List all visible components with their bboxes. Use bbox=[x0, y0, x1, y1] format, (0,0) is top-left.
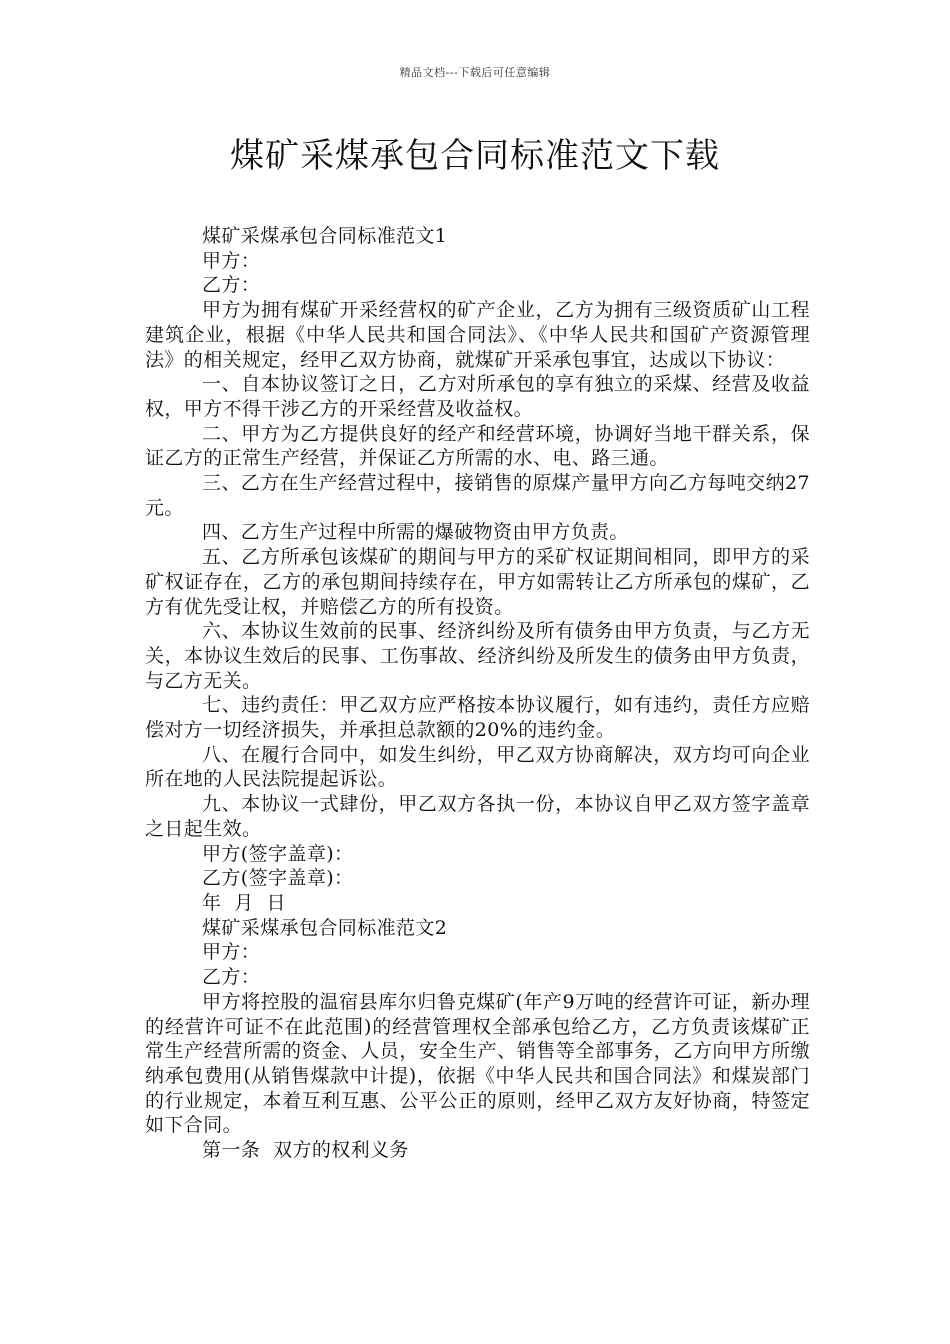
document-body bbox=[145, 224, 810, 1163]
clause-2: 二、甲方为乙方提供良好的经产和经营环境，协调好当地干群关系，保证乙方的正常生产经营，并保证乙方所需的水、电、路三通。 bbox=[145, 422, 810, 470]
clause-4: 四、乙方生产过程中所需的爆破物资由甲方负责。 bbox=[202, 521, 629, 544]
party-b-label-2: 乙方： bbox=[202, 966, 261, 989]
section-heading-1: 煤矿采煤承包合同标准范文1 bbox=[202, 225, 448, 247]
party-a-signature: 甲方(签字盖章)： bbox=[202, 842, 354, 865]
party-a-label-2: 甲方： bbox=[202, 941, 261, 964]
party-a-label: 甲方： bbox=[202, 249, 261, 272]
clause-3: 三、乙方在生产经营过程中，接销售的原煤产量甲方向乙方每吨交纳27元。 bbox=[145, 472, 810, 519]
date-line: 年 月 日 bbox=[202, 891, 286, 914]
party-b-label: 乙方： bbox=[202, 274, 261, 297]
intro-paragraph: 甲方为拥有煤矿开采经营权的矿产企业，乙方为拥有三级资质矿山工程建筑企业，根据《中华人民共和国合同法》、《中华人民共和国矿产资源管理法》的相关规定，经甲乙双方协商，就煤矿开采承包事宜，达成以下协议： bbox=[145, 299, 810, 371]
clause-6: 六、本协议生效前的民事、经济纠纷及所有债务由甲方负责，与乙方无关，本协议生效后的民事、工伤事故、经济纠纷及所发生的债务由甲方负责，与乙方无关。 bbox=[145, 620, 810, 692]
header-note: 精品文档---下载后可任意编辑 bbox=[399, 66, 551, 79]
party-b-signature: 乙方(签字盖章)： bbox=[202, 867, 354, 890]
clause-7: 七、违约责任：甲乙双方应严格按本协议履行，如有违约，责任方应赔偿对方一切经济损失，并承担总款额的20%的违约金。 bbox=[145, 694, 810, 742]
clause-5: 五、乙方所承包该煤矿的期间与甲方的采矿权证期间相同，即甲方的采矿权证存在，乙方的承包期间持续存在，甲方如需转让乙方所承包的煤矿，乙方有优先受让权，并赔偿乙方的所有投资。 bbox=[145, 546, 810, 618]
document-title: 煤矿采煤承包合同标准范文下载 bbox=[230, 136, 720, 176]
section-heading-2: 煤矿采煤承包合同标准范文2 bbox=[202, 916, 448, 939]
clause-9: 九、本协议一式肆份，甲乙双方各执一份，本协议自甲乙双方签字盖章之日起生效。 bbox=[145, 793, 810, 840]
article-1-heading: 第一条 双方的权利义务 bbox=[202, 1139, 409, 1162]
clause-1: 一、自本协议签订之日，乙方对所承包的享有独立的采煤、经营及收益权，甲方不得干涉乙方的开采经营及收益权。 bbox=[145, 373, 810, 420]
clause-8: 八、在履行合同中，如发生纠纷，甲乙双方协商解决，双方均可向企业所在地的人民法院提起诉讼。 bbox=[145, 743, 810, 791]
intro-paragraph-2: 甲方将控股的温宿县库尔归鲁克煤矿(年产9万吨的经营许可证，新办理的经营许可证不在此范围)的经营管理权全部承包给乙方，乙方负责该煤矿正常生产经营所需的资金、人员，安全生产、销售等全部事务，乙方向甲方所缴纳承包费用(从销售煤款中计提)，依据《中华人民共和国合同法》和煤炭部门的行业规定，本着互利互惠、公平公正的原则，经甲乙双方友好协商，特签定如下合同。 bbox=[145, 990, 810, 1137]
